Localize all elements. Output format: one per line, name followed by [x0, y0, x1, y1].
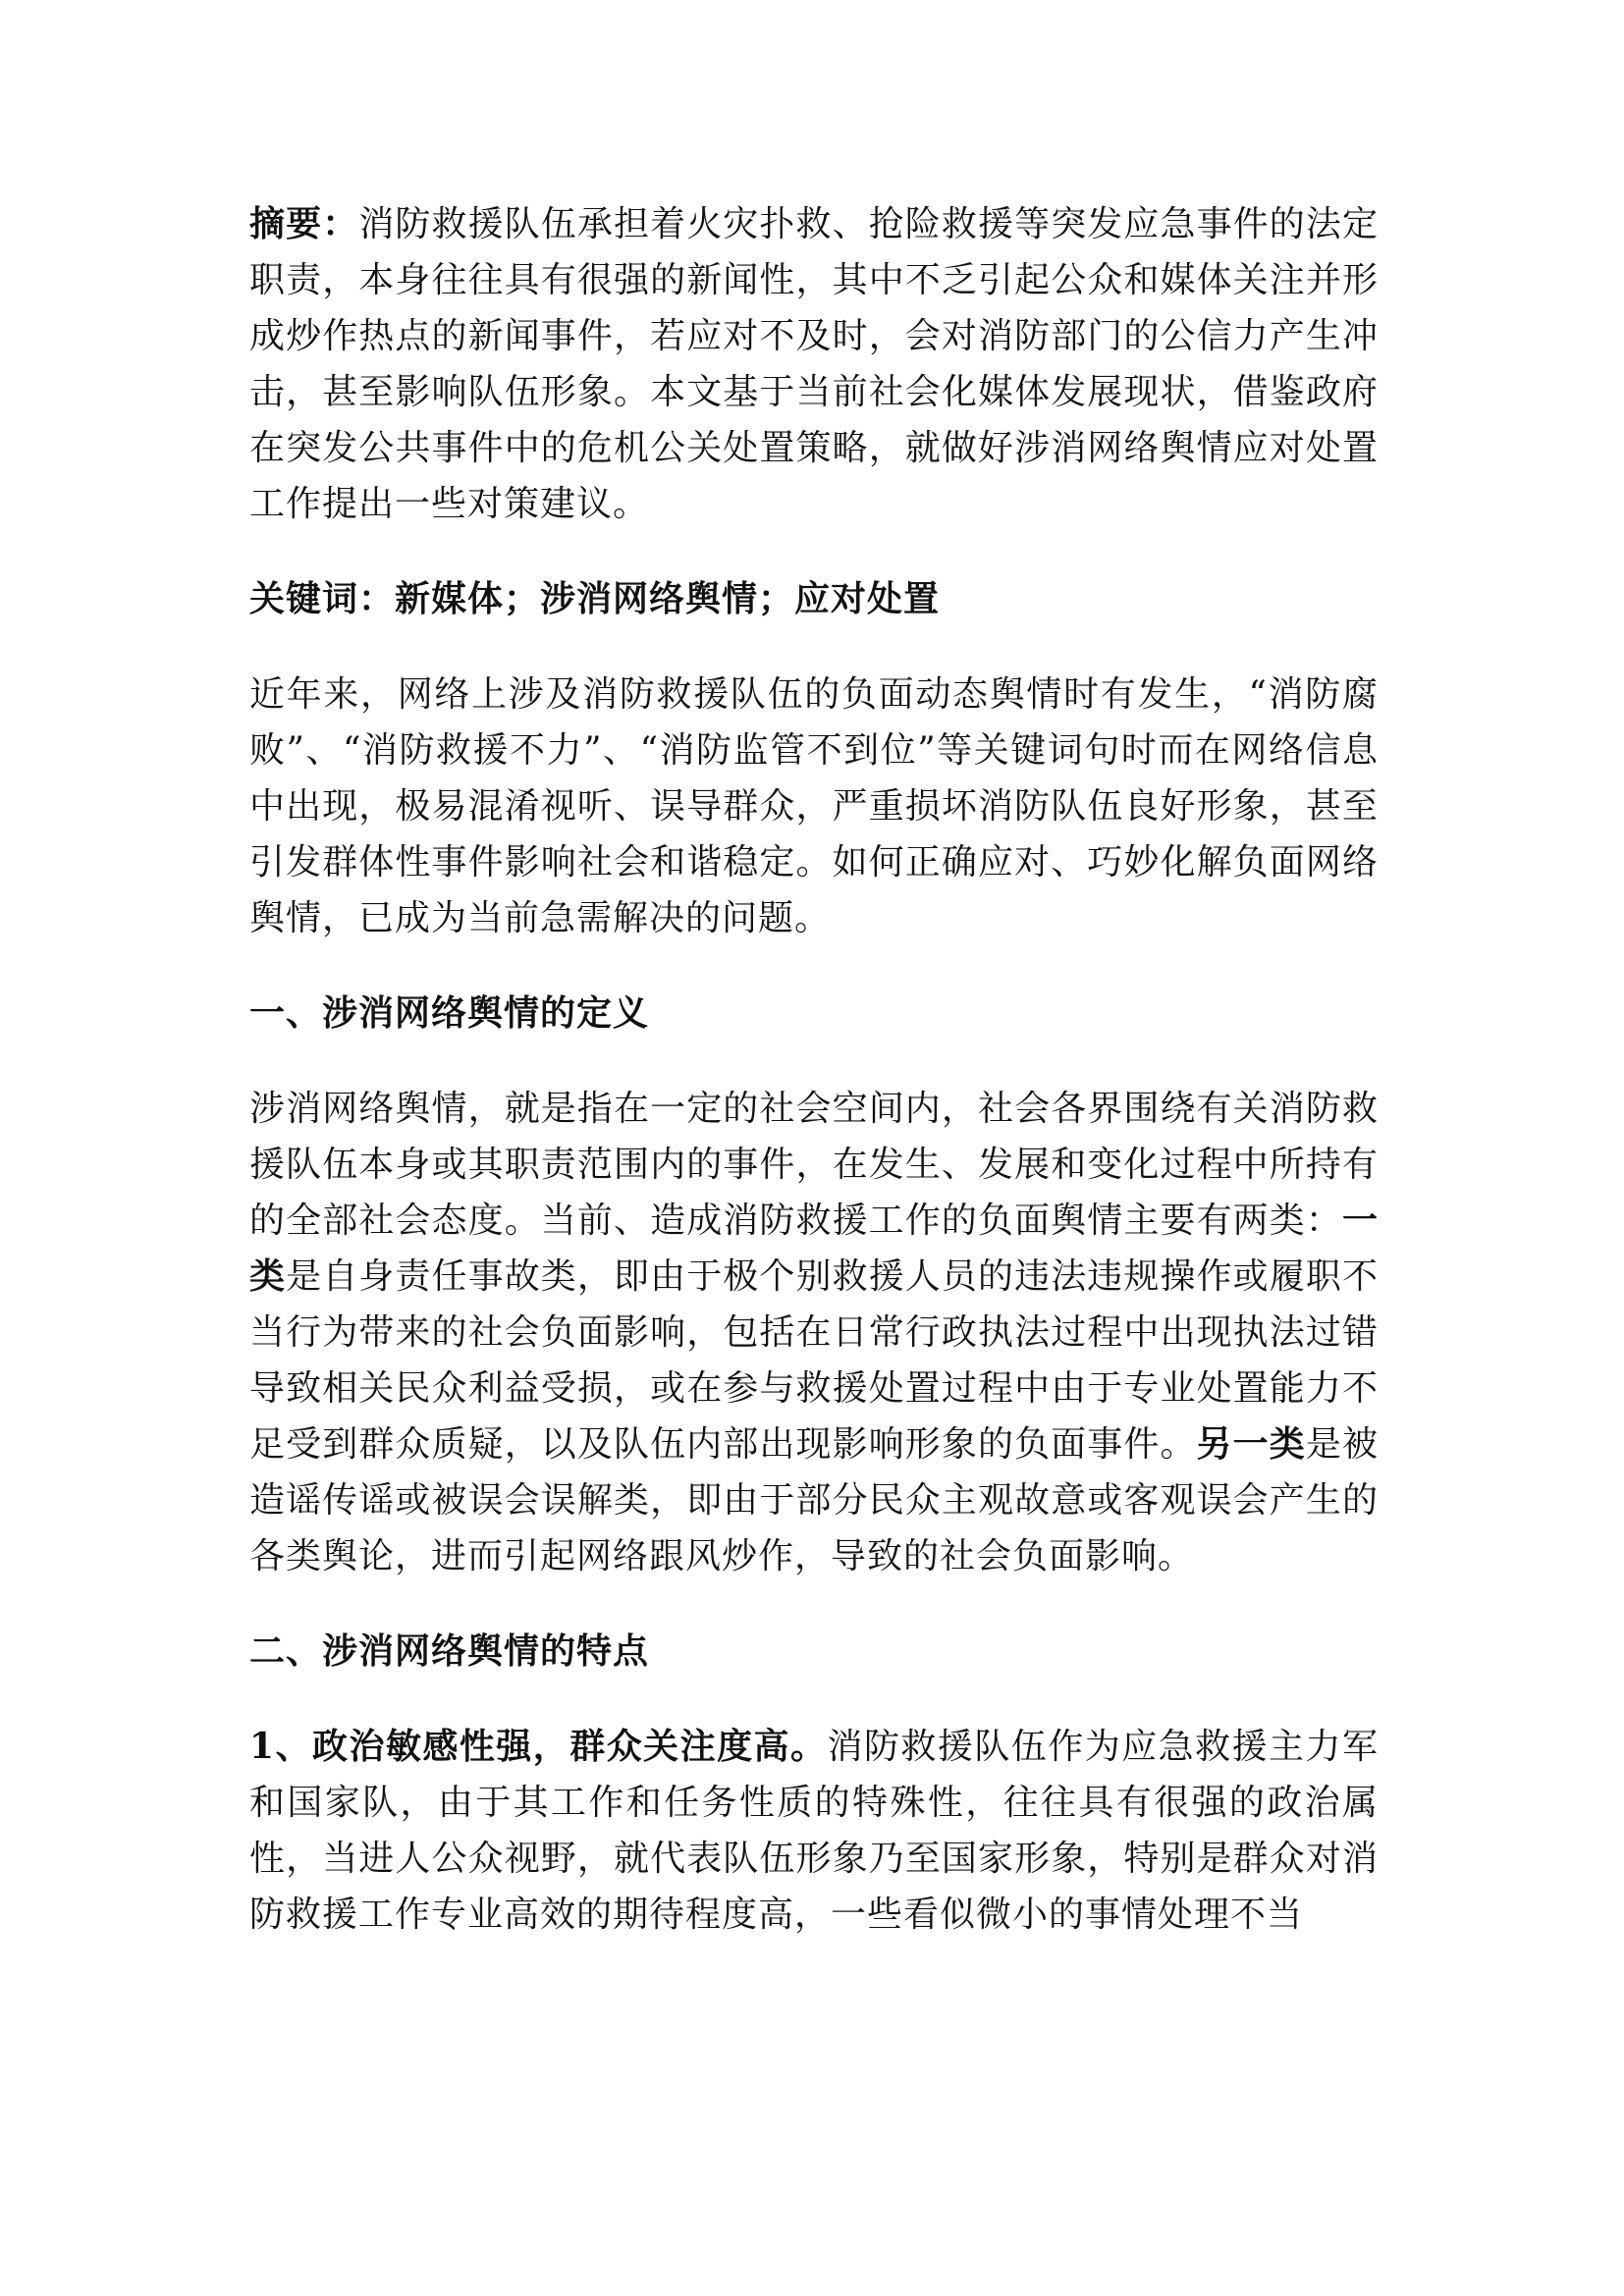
section1-text-part1: 涉消网络舆情，就是指在一定的社会空间内，社会各界围绕有关消防救援队伍本身或其职责范围内的事件，在发生、发展和变化过程中所持有的全部社会态度。当前、造成消防救援工作的负面舆情主要有两类：: [249, 1089, 1379, 1241]
abstract-paragraph: [249, 196, 1379, 532]
section1-text-part2: 是自身责任事故类，即由于极个别救援人员的违法违规操作或履职不当行为带来的社会负面影响，包括在日常行政执法过程中出现执法过错导致相关民众利益受损，或在参与救援处置过程中由于专业处置能力不足受到群众质疑，以及队伍内部出现影响形象的负面事件。: [249, 1256, 1379, 1465]
document-page: [249, 196, 1379, 1943]
section1-paragraph: [249, 1081, 1379, 1584]
keywords-line: 关键词：新媒体；涉消网络舆情；应对处置: [249, 578, 941, 619]
intro-paragraph: 近年来，网络上涉及消防救援队伍的负面动态舆情时有发生，“消防腐败”、“消防救援不力”、“消防监管不到位”等关键词句时而在网络信息中出现，极易混淆视听、误导群众，严重损坏消防队伍良好形象，甚至引发群体性事件影响社会和谐稳定。如何正确应对、巧妙化解负面网络舆情，已成为当前急需解决的问题。: [249, 674, 1379, 938]
section2-item1-title: 1、政治敏感性强，群众关注度高。: [249, 1726, 828, 1767]
section2-item1-paragraph: [249, 1719, 1379, 1943]
section1-bold-first-type: 一类: [249, 1200, 1379, 1297]
section2-heading: 二、涉消网络舆情的特点: [249, 1630, 650, 1672]
abstract-label: 摘要：: [249, 203, 359, 244]
section2-item1-text: 消防救援队伍作为应急救援主力军和国家队，由于其工作和任务性质的特殊性，往往具有很强的政治属性，当进人公众视野，就代表队伍形象乃至国家形象，特别是群众对消防救援工作专业高效的期待程度高，一些看似微小的事情处理不当: [249, 1727, 1379, 1935]
section1-text-part3: 是被造谣传谣或被误会误解类，即由于部分民众主观故意或客观误会产生的各类舆论，进而引起网络跟风炒作，导致的社会负面影响。: [249, 1424, 1379, 1576]
section1-heading: 一、涉消网络舆情的定义: [249, 992, 650, 1034]
abstract-text: 消防救援队伍承担着火灾扑救、抢险救援等突发应急事件的法定职责，本身往往具有很强的新闻性，其中不乏引起公众和媒体关注并形成炒作热点的新闻事件，若应对不及时，会对消防部门的公信力产生冲击，甚至影响队伍形象。本文基于当前社会化媒体发展现状，借鉴政府在突发公共事件中的危机公关处置策略，就做好涉消网络舆情应对处置工作提出一些对策建议。: [249, 204, 1379, 524]
section1-bold-second-type: 另一类: [1196, 1423, 1306, 1465]
